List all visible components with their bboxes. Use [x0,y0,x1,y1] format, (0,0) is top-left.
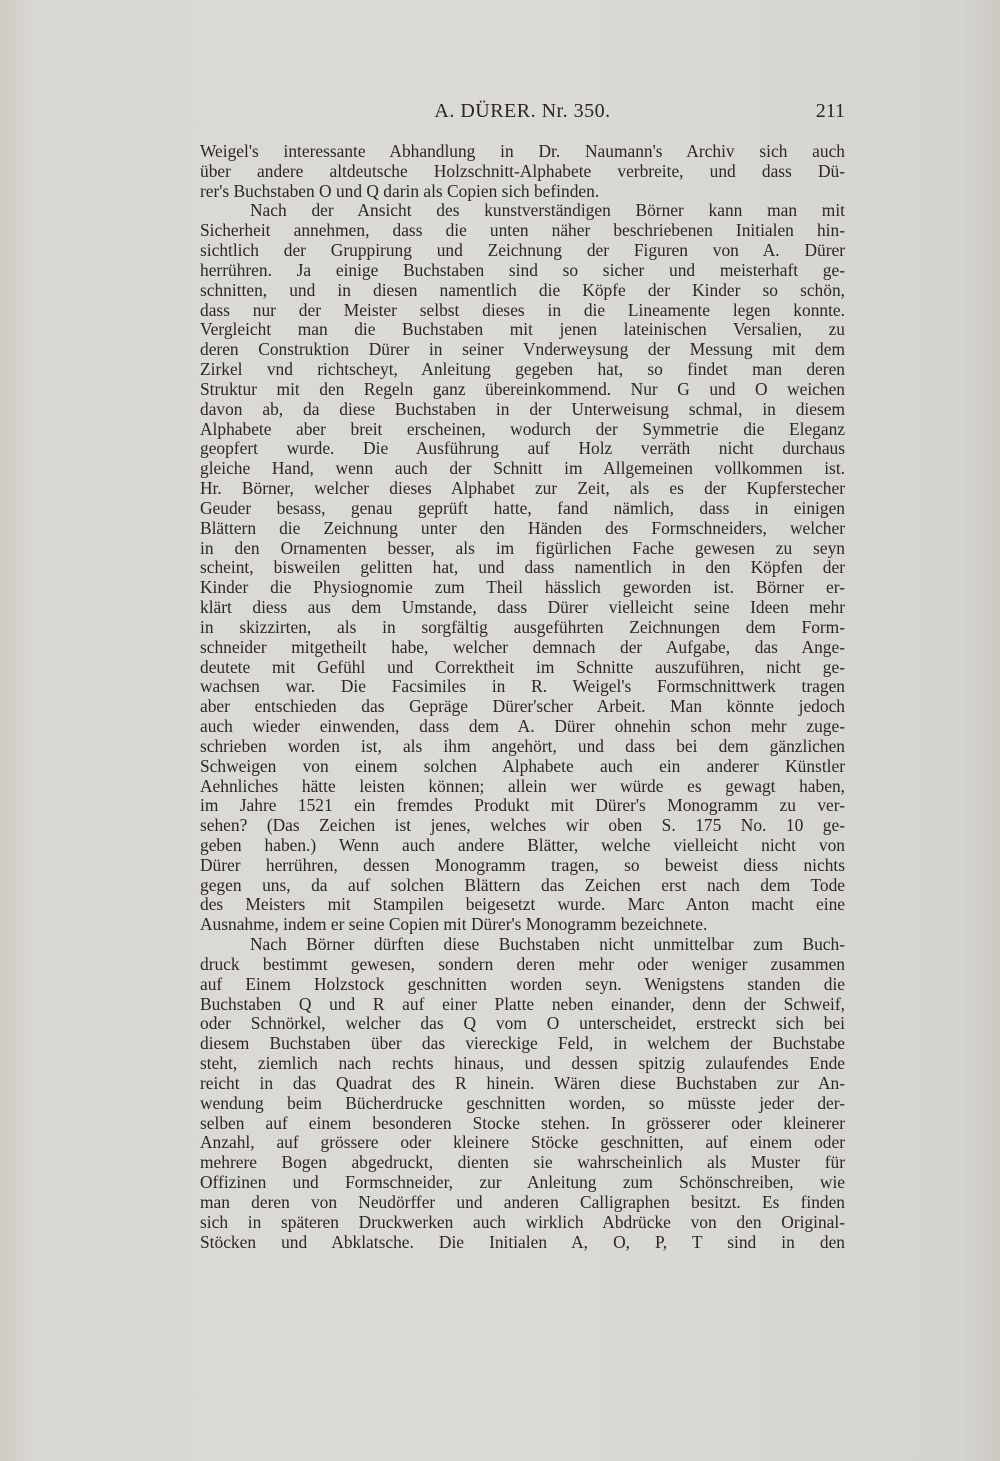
text-line: Zirkel vnd richtscheyt, Anleitung gegeben hat, so findet man deren [200,359,845,380]
text-line: auch wieder einwenden, dass dem A. Dürer ohnehin schon mehr zuge- [200,716,845,737]
text-line: klärt diess aus dem Umstande, dass Dürer vielleicht seine Ideen mehr [200,597,845,618]
text-line: scheint, bisweilen gelitten hat, und dass namentlich in den Köpfen der [200,557,845,578]
text-line: Buchstaben Q und R auf einer Platte neben einander, denn der Schweif, [200,993,845,1014]
text-line: Aehnliches hätte leisten können; allein wer würde es gewagt haben, [200,775,845,796]
text-line: aber entschieden das Gepräge Dürer'scher Arbeit. Man könnte jedoch [200,696,845,717]
text-line: diesem Buchstaben über das viereckige Feld, in welchem der Buchstabe [200,1033,845,1054]
text-line: reicht in das Quadrat des R hinein. Wären diese Buchstaben zur An- [200,1072,845,1093]
text-line: über andere altdeutsche Holzschnitt-Alphabete verbreite, und dass Dü- [200,160,845,181]
text-line: deren Construktion Dürer in seiner Vnderweysung der Messung mit dem [200,339,845,360]
text-line: druck bestimmt gewesen, sondern deren mehr oder weniger zusammen [200,953,845,974]
text-line: Anzahl, auf grössere oder kleinere Stöcke geschnitten, auf einem oder [200,1132,845,1153]
text-line: steht, ziemlich nach rechts hinaus, und dessen spitzig zulaufendes Ende [200,1053,845,1074]
text-line: Blättern die Zeichnung unter den Händen des Formschneiders, welcher [200,517,845,538]
text-line: in skizzirten, als in sorgfältig ausgeführten Zeichnungen dem Form- [200,616,845,637]
text-line: Vergleicht man die Buchstaben mit jenen lateinischen Versalien, zu [200,319,845,340]
text-line: rer's Buchstaben O und Q darin als Copien sich befinden. [200,180,600,201]
running-title: A. DÜRER. Nr. 350. [434,100,611,122]
page-number: 211 [815,100,845,122]
text-line: geben haben.) Wenn auch andere Blätter, welche vielleicht nicht von [200,834,845,855]
text-line: Geuder besass, genau geprüft hatte, fand nämlich, dass in einigen [200,497,845,518]
text-line: Nach Börner dürften diese Buchstaben nicht unmittelbar zum Buch- [250,934,845,955]
text-line: Offizinen und Formschneider, zur Anleitung zum Schönschreiben, wie [200,1172,845,1193]
text-line: Weigel's interessante Abhandlung in Dr. Naumann's Archiv sich auch [200,141,845,161]
text-line: Kinder die Physiognomie zum Theil hässlich geworden ist. Börner er- [200,577,845,598]
text-line: wendung beim Bücherdrucke geschnitten worden, so müsste jeder der- [200,1092,845,1113]
text-line: sichtlich der Gruppirung und Zeichnung der Figuren von A. Dürer [200,240,845,261]
text-line: davon ab, da diese Buchstaben in der Unterweisung schmal, in diesem [200,398,845,419]
text-line: Sicherheit annehmen, dass die unten näher beschriebenen Initialen hin- [200,220,845,241]
text-line: wachsen war. Die Facsimiles in R. Weigel's Formschnittwerk tragen [200,676,845,697]
text-line: des Meisters mit Stampilen beigesetzt wurde. Marc Anton macht eine [200,894,845,915]
text-line: man deren von Neudörffer und anderen Calligraphen besitzt. Es finden [200,1191,845,1212]
text-line: geopfert wurde. Die Ausführung auf Holz verräth nicht durchaus [200,438,845,459]
body-text [200,142,845,1252]
text-line: dass nur der Meister selbst dieses in die Lineamente legen konnte. [200,299,845,320]
text-line: schrieben worden ist, als ihm angehört, und dass bei dem gänzlichen [200,735,845,756]
text-line: Dürer herrühren, dessen Monogramm tragen, so beweist diess nichts [200,854,845,875]
text-line: Alphabete aber breit erscheinen, wodurch der Symmetrie die Eleganz [200,418,845,439]
text-line: deutete mit Gefühl und Correktheit im Schnitte auszuführen, nicht ge- [200,656,845,677]
text-line: schnitten, und in diesen namentlich die Köpfe der Kinder so schön, [200,279,845,300]
text-line: Hr. Börner, welcher dieses Alphabet zur Zeit, als es der Kupferstecher [200,478,845,499]
text-line: mehrere Bogen abgedruckt, dienten sie wahrscheinlich als Muster für [200,1152,845,1173]
text-line: gleiche Hand, wenn auch der Schnitt im Allgemeinen vollkommen ist. [200,458,845,479]
text-line: sich in späteren Druckwerken auch wirklich Abdrücke von den Original- [200,1211,845,1232]
text-line: Schweigen von einem solchen Alphabete auch ein anderer Künstler [200,755,845,776]
text-line: oder Schnörkel, welcher das Q vom O unterscheidet, erstreckt sich bei [200,1013,845,1034]
text-line: Nach der Ansicht des kunstverständigen Börner kann man mit [250,200,845,221]
text-line: Stöcken und Abklatsche. Die Initialen A, O, P, T sind in den [200,1231,845,1252]
text-line: Ausnahme, indem er seine Copien mit Dürer's Monogramm bezeichnete. [200,914,708,935]
text-line: selben auf einem besonderen Stocke stehen. In grösserer oder kleinerer [200,1112,845,1133]
page-header [200,100,845,130]
text-line: gegen uns, da auf solchen Blättern das Zeichen erst nach dem Tode [200,874,845,895]
text-line: in den Ornamenten besser, als im figürlichen Fache gewesen zu seyn [200,537,845,558]
text-line: im Jahre 1521 ein fremdes Produkt mit Dürer's Monogramm zu ver- [200,795,845,816]
text-line: herrühren. Ja einige Buchstaben sind so sicher und meisterhaft ge- [200,259,845,280]
text-line: auf Einem Holzstock geschnitten worden seyn. Wenigstens standen die [200,973,845,994]
text-line: sehen? (Das Zeichen ist jenes, welches wir oben S. 175 No. 10 ge- [200,815,845,836]
text-line: schneider mitgetheilt habe, welcher demnach der Aufgabe, das Ange- [200,636,845,657]
text-line: Struktur mit den Regeln ganz übereinkommend. Nur G und O weichen [200,378,845,399]
